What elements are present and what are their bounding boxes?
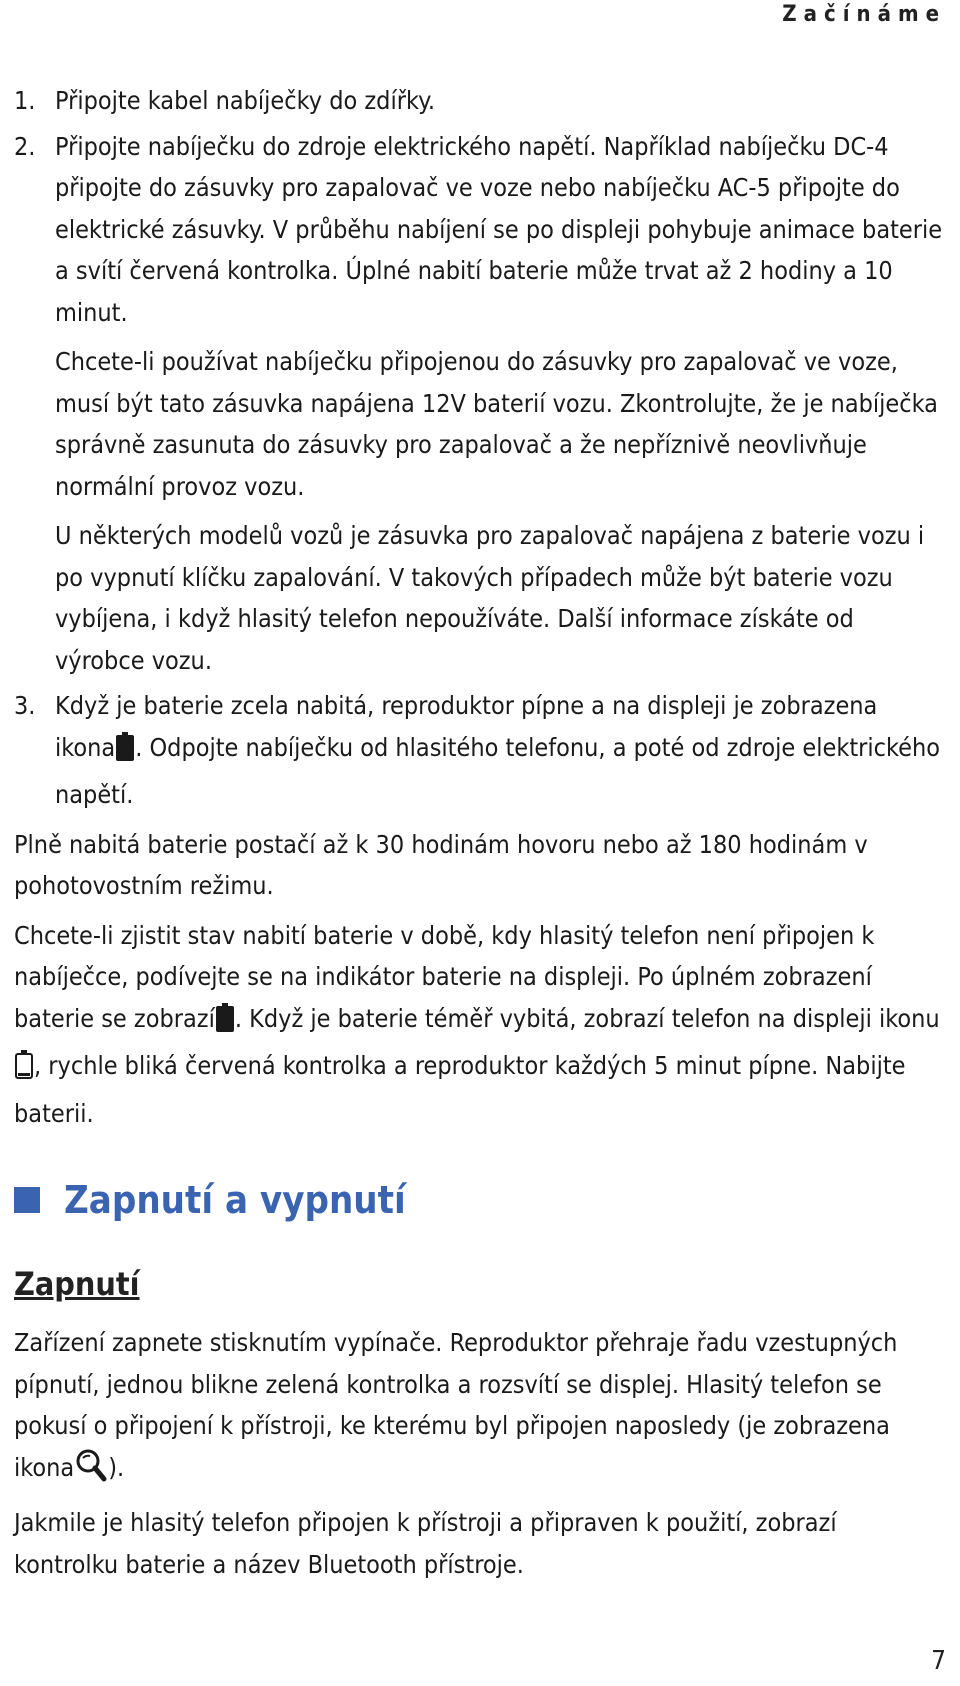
power-on-paragraph-1 [14, 1322, 944, 1494]
page-content [14, 80, 944, 1585]
step-1 [14, 80, 944, 122]
battery-full-icon [115, 732, 135, 775]
section-heading [14, 1176, 944, 1224]
step-number: 2. [14, 131, 36, 161]
power-on-paragraph-2: Jakmile je hlasitý telefon připojen k přístroji a připraven k použití, zobrazí kontrolku baterie a název Bluetooth přístroje. [14, 1508, 837, 1579]
step-number: 1. [14, 86, 36, 115]
battery-paragraph-2 [14, 915, 944, 1135]
page-number: 7 [931, 1646, 946, 1676]
step-text: Připojte nabíječku do zdroje elektrického napětí. Například nabíječku DC-4 připojte do zásuvky pro zapalovač ve voze nebo nabíječku AC-5 připojte do elektrické zásuvky. V průběhu nabíjení se po displeji pohybuje animace baterie a svítí červená kontrolka. Úplné nabití baterie může trvat až 2 hodiny a 10 minut. [55, 131, 943, 327]
step-2-note-1: Chcete-li používat nabíječku připojenou do zásuvky pro zapalovač ve voze, musí být tato zásuvka napájena 12V baterií vozu. Zkontrolujte, že je nabíječka správně zasunuta do zásuvky pro zapalovač a že nepříznivě neovlivňuje normální provoz vozu. [55, 347, 938, 501]
section-title: Zapnutí a vypnutí [64, 1178, 406, 1222]
step-text [55, 685, 944, 816]
paragraph-part: . Když je baterie téměř vybitá, zobrazí telefon na displeji ikonu [234, 1003, 940, 1033]
battery-full-icon [215, 1003, 235, 1046]
paragraph-part: ). [108, 1452, 125, 1482]
square-bullet-icon [14, 1187, 40, 1213]
sub-heading: Zapnutí [14, 1265, 140, 1303]
battery-empty-icon [14, 1050, 34, 1093]
step-2-note-2: U některých modelů vozů je zásuvka pro zapalovač napájena z baterie vozu i po vypnutí klíčku zapalování. V takových případech může být baterie vozu vybíjena, i když hlasitý telefon nepoužíváte. Další informace získáte od výrobce vozu. [55, 521, 925, 675]
battery-paragraph-1: Plně nabitá baterie postačí až k 30 hodinám hovoru nebo až 180 hodinám v pohotovostním režimu. [14, 829, 868, 900]
search-icon [74, 1448, 108, 1495]
step-text: Připojte kabel nabíječky do zdířky. [55, 86, 435, 115]
paragraph-part: Chcete-li zjistit stav nabití baterie v době, kdy hlasitý telefon není připojen k nabíječce, podívejte se na indikátor baterie na displeji. Po úplném zobrazení baterie se zobrazí [14, 920, 875, 1033]
paragraph-part: Zařízení zapnete stisknutím vypínače. Reproduktor přehraje řadu vzestupných pípnutí, jednou blikne zelená kontrolka a rozsvítí se displej. Hlasitý telefon se pokusí o připojení k přístroji, ke kterému byl připojen naposledy (je zobrazena ikona [14, 1328, 898, 1482]
step-number: 3. [14, 691, 36, 720]
step-3 [14, 685, 944, 816]
chapter-header: Začínáme [782, 2, 946, 27]
paragraph-part: , rychle bliká červená kontrolka a reproduktor každých 5 minut pípne. Nabijte baterii. [14, 1051, 906, 1128]
step-text-part: Když je baterie zcela nabitá, reproduktor pípne a na displeji je zobrazena ikona [55, 691, 878, 762]
step-2 [14, 126, 944, 334]
step-text-part: . Odpojte nabíječku od hlasitého telefonu, a poté od zdroje elektrického napětí. [55, 732, 941, 809]
